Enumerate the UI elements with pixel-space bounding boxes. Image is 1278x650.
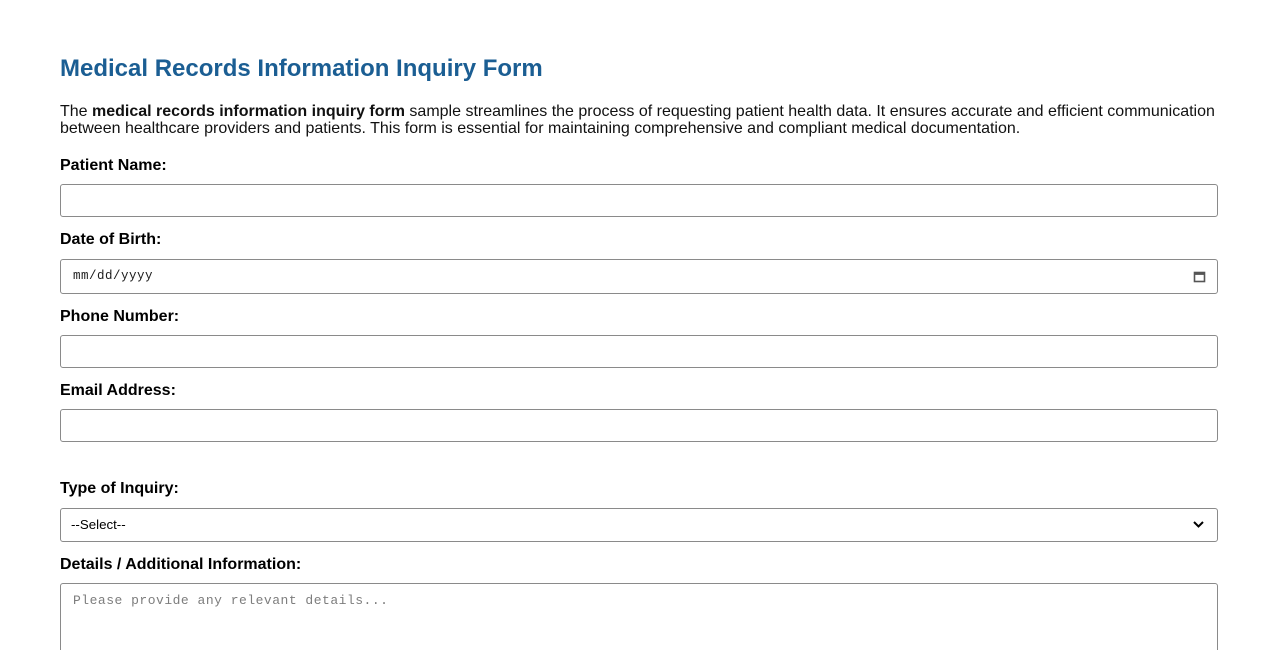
details-textarea-wrap <box>60 583 1218 650</box>
date-of-birth-input[interactable] <box>60 259 1218 294</box>
intro-suffix: sample streamlines the process of requesting patient health data. It ensures accurate and efficient communication between healthcare providers and patients. This form is essential for maintaining comprehensive and compliant medical documentation. <box>60 102 1215 138</box>
email-address-label: Email Address: <box>60 381 176 399</box>
phone-number-label: Phone Number: <box>60 307 180 325</box>
intro-bold: medical records information inquiry form <box>92 102 405 120</box>
inquiry-type-selected-value: --Select-- <box>71 517 126 533</box>
inquiry-form <box>60 157 1218 650</box>
patient-name-label: Patient Name: <box>60 156 167 174</box>
email-address-input[interactable] <box>60 409 1218 442</box>
details-label: Details / Additional Information: <box>60 555 302 573</box>
inquiry-type-label: Type of Inquiry: <box>60 480 179 498</box>
intro-prefix: The <box>60 102 93 120</box>
inquiry-type-select[interactable] <box>60 508 1218 542</box>
phone-number-input[interactable] <box>60 335 1218 368</box>
date-placeholder: mm/dd/yyyy <box>73 269 154 284</box>
date-of-birth-label: Date of Birth: <box>60 231 162 249</box>
chevron-down-icon <box>1193 521 1204 528</box>
page-title: Medical Records Information Inquiry Form <box>60 55 543 82</box>
intro-paragraph <box>60 103 1218 138</box>
patient-name-input[interactable] <box>60 184 1218 217</box>
calendar-icon[interactable] <box>1193 270 1206 283</box>
details-textarea[interactable] <box>60 583 1218 650</box>
